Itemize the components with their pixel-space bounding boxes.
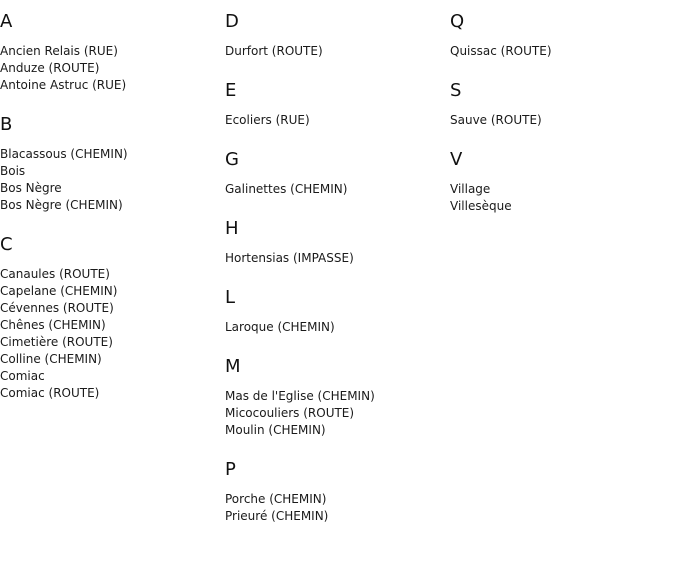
street-link[interactable]: Ecoliers (RUE): [225, 113, 310, 127]
street-list: [450, 43, 670, 60]
street-link[interactable]: Hortensias (IMPASSE): [225, 251, 354, 265]
street-link[interactable]: Bos Nègre: [0, 181, 62, 195]
letter-group: [225, 10, 445, 60]
street-list: [225, 112, 445, 129]
letter-group: [450, 148, 670, 215]
street-link[interactable]: Ancien Relais (RUE): [0, 44, 118, 58]
letter-group: [225, 148, 445, 198]
street-list: [0, 146, 220, 214]
letter-heading: H: [225, 218, 239, 239]
street-link[interactable]: Porche (CHEMIN): [225, 492, 327, 506]
street-link[interactable]: Micocouliers (ROUTE): [225, 406, 355, 420]
street-link[interactable]: Cévennes (ROUTE): [0, 301, 114, 315]
street-link[interactable]: Durfort (ROUTE): [225, 44, 323, 58]
letter-group: [0, 113, 220, 214]
letter-group: [225, 286, 445, 336]
street-link[interactable]: Villesèque: [450, 199, 512, 213]
street-link[interactable]: Anduze (ROUTE): [0, 61, 100, 75]
letter-group: [0, 233, 220, 402]
index-column: [450, 10, 670, 234]
street-list: [450, 112, 670, 129]
street-link[interactable]: Galinettes (CHEMIN): [225, 182, 348, 196]
letter-heading: G: [225, 149, 239, 170]
letter-heading: B: [0, 114, 13, 135]
letter-heading: Q: [450, 11, 465, 32]
letter-group: [450, 10, 670, 60]
street-list: [225, 43, 445, 60]
letter-group: [450, 79, 670, 129]
street-list: [0, 266, 220, 402]
letter-heading: L: [225, 287, 236, 308]
street-link[interactable]: Blacassous (CHEMIN): [0, 147, 128, 161]
street-link[interactable]: Colline (CHEMIN): [0, 352, 102, 366]
street-link[interactable]: Moulin (CHEMIN): [225, 423, 326, 437]
street-link[interactable]: Mas de l'Eglise (CHEMIN): [225, 389, 375, 403]
street-list: [0, 43, 220, 94]
letter-heading: E: [225, 80, 237, 101]
street-link[interactable]: Capelane (CHEMIN): [0, 284, 118, 298]
letter-heading: C: [0, 234, 13, 255]
street-link[interactable]: Chênes (CHEMIN): [0, 318, 106, 332]
letter-heading: S: [450, 80, 462, 101]
letter-heading: V: [450, 149, 463, 170]
letter-group: [225, 79, 445, 129]
street-link[interactable]: Antoine Astruc (RUE): [0, 78, 127, 92]
street-link[interactable]: Sauve (ROUTE): [450, 113, 542, 127]
street-link[interactable]: Cimetière (ROUTE): [0, 335, 113, 349]
street-list: [450, 181, 670, 215]
street-link[interactable]: Village: [450, 182, 491, 196]
street-link[interactable]: Laroque (CHEMIN): [225, 320, 335, 334]
letter-heading: D: [225, 11, 239, 32]
street-link[interactable]: Canaules (ROUTE): [0, 267, 110, 281]
letter-heading: M: [225, 356, 241, 377]
index-column: [0, 10, 220, 421]
street-link[interactable]: Bos Nègre (CHEMIN): [0, 198, 123, 212]
letter-group: [225, 217, 445, 267]
street-link[interactable]: Bois: [0, 164, 26, 178]
street-list: [225, 250, 445, 267]
index-column: [225, 10, 445, 544]
street-link[interactable]: Comiac: [0, 369, 45, 383]
letter-group: [0, 10, 220, 94]
street-link[interactable]: Quissac (ROUTE): [450, 44, 552, 58]
letter-group: [225, 458, 445, 525]
letter-heading: P: [225, 459, 236, 480]
letter-heading: A: [0, 11, 13, 32]
street-list: [225, 319, 445, 336]
letter-group: [225, 355, 445, 439]
street-list: [225, 491, 445, 525]
street-list: [225, 181, 445, 198]
street-link[interactable]: Comiac (ROUTE): [0, 386, 100, 400]
street-link[interactable]: Prieuré (CHEMIN): [225, 509, 329, 523]
street-list: [225, 388, 445, 439]
